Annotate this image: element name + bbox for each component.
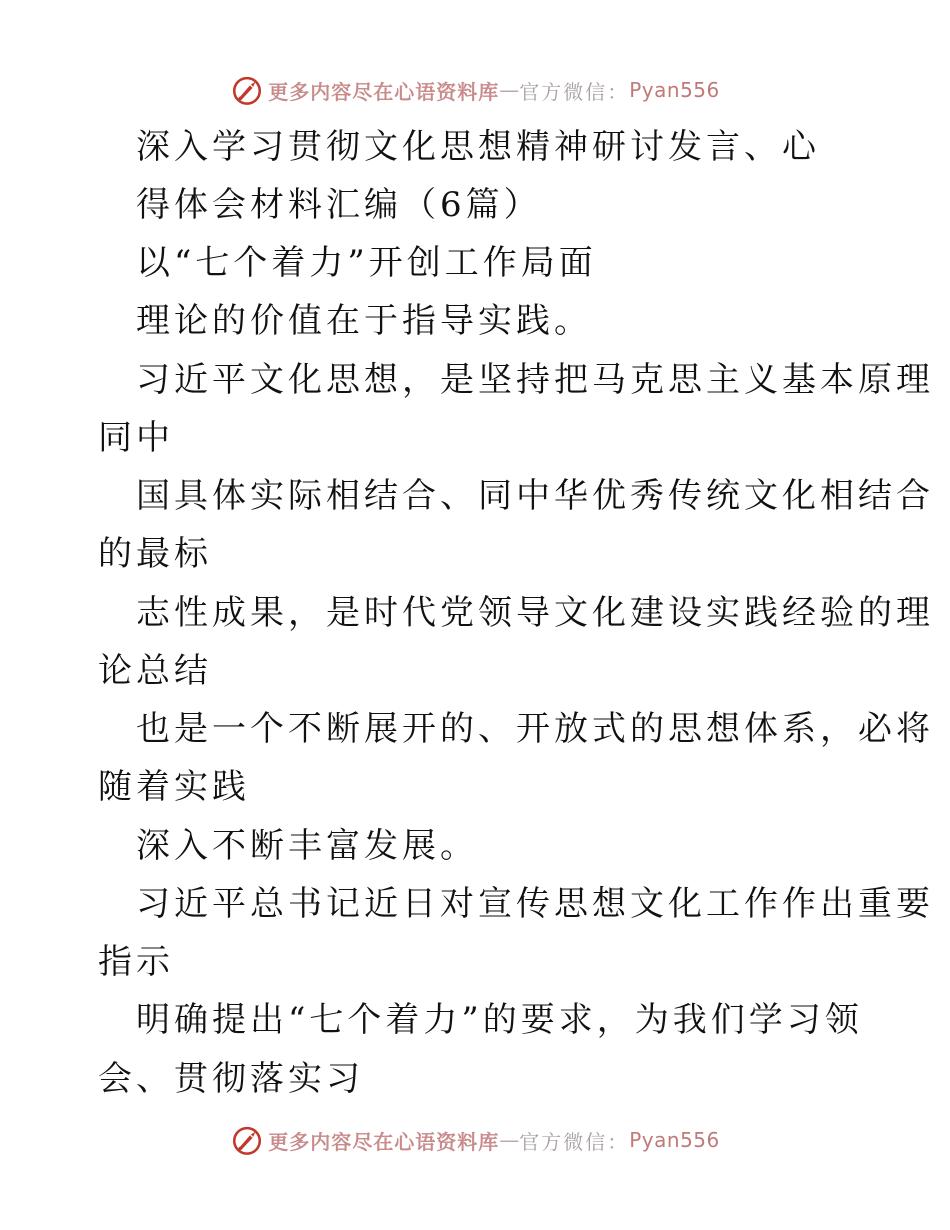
watermark-wechat-id: Pyan556: [629, 78, 720, 102]
watermark-wechat-label: 官方微信：: [519, 79, 630, 104]
paragraph-line: 随着实践: [98, 767, 250, 807]
paragraph-line: 也是一个不断展开的、开放式的思想体系，必将: [136, 709, 934, 749]
paragraph-line: 明确提出“七个着力”的要求，为我们学习领: [136, 1000, 863, 1040]
paragraph-line: 习近平文化思想，是坚持把马克思主义基本原理: [136, 360, 934, 400]
title-line-2: 得体会材料汇编（6篇）: [136, 185, 542, 225]
paragraph-line: 理论的价值在于指导实践。: [136, 301, 592, 341]
paragraph-line: 的最标: [98, 534, 212, 574]
watermark-separator: —: [499, 78, 520, 102]
watermark-wechat-label: 官方微信：: [519, 1129, 630, 1154]
pen-logo-icon: [230, 73, 264, 107]
paragraph-line: 指示: [98, 942, 174, 982]
paragraph-line: 会、贯彻落实习: [98, 1059, 364, 1099]
paragraph-line: 志性成果，是时代党领导文化建设实践经验的理: [136, 593, 934, 633]
paragraph-line: 论总结: [98, 651, 212, 691]
watermark-brand: 更多内容尽在心语资料库: [268, 1129, 500, 1154]
pen-logo-icon: [230, 1123, 264, 1157]
header-watermark: [0, 70, 950, 110]
watermark-brand: 更多内容尽在心语资料库: [268, 79, 500, 104]
watermark-wechat-id: Pyan556: [629, 1128, 720, 1152]
paragraph-line: 深入不断丰富发展。: [136, 826, 478, 866]
subtitle: 以“七个着力”开创工作局面: [136, 243, 597, 283]
footer-watermark: [0, 1120, 950, 1160]
paragraph-line: 同中: [98, 418, 174, 458]
paragraph-line: 国具体实际相结合、同中华优秀传统文化相结合: [136, 476, 934, 516]
watermark-separator: —: [499, 1128, 520, 1152]
paragraph-line: 习近平总书记近日对宣传思想文化工作作出重要: [136, 884, 934, 924]
title-line-1: 深入学习贯彻文化思想精神研讨发言、心: [136, 127, 820, 167]
